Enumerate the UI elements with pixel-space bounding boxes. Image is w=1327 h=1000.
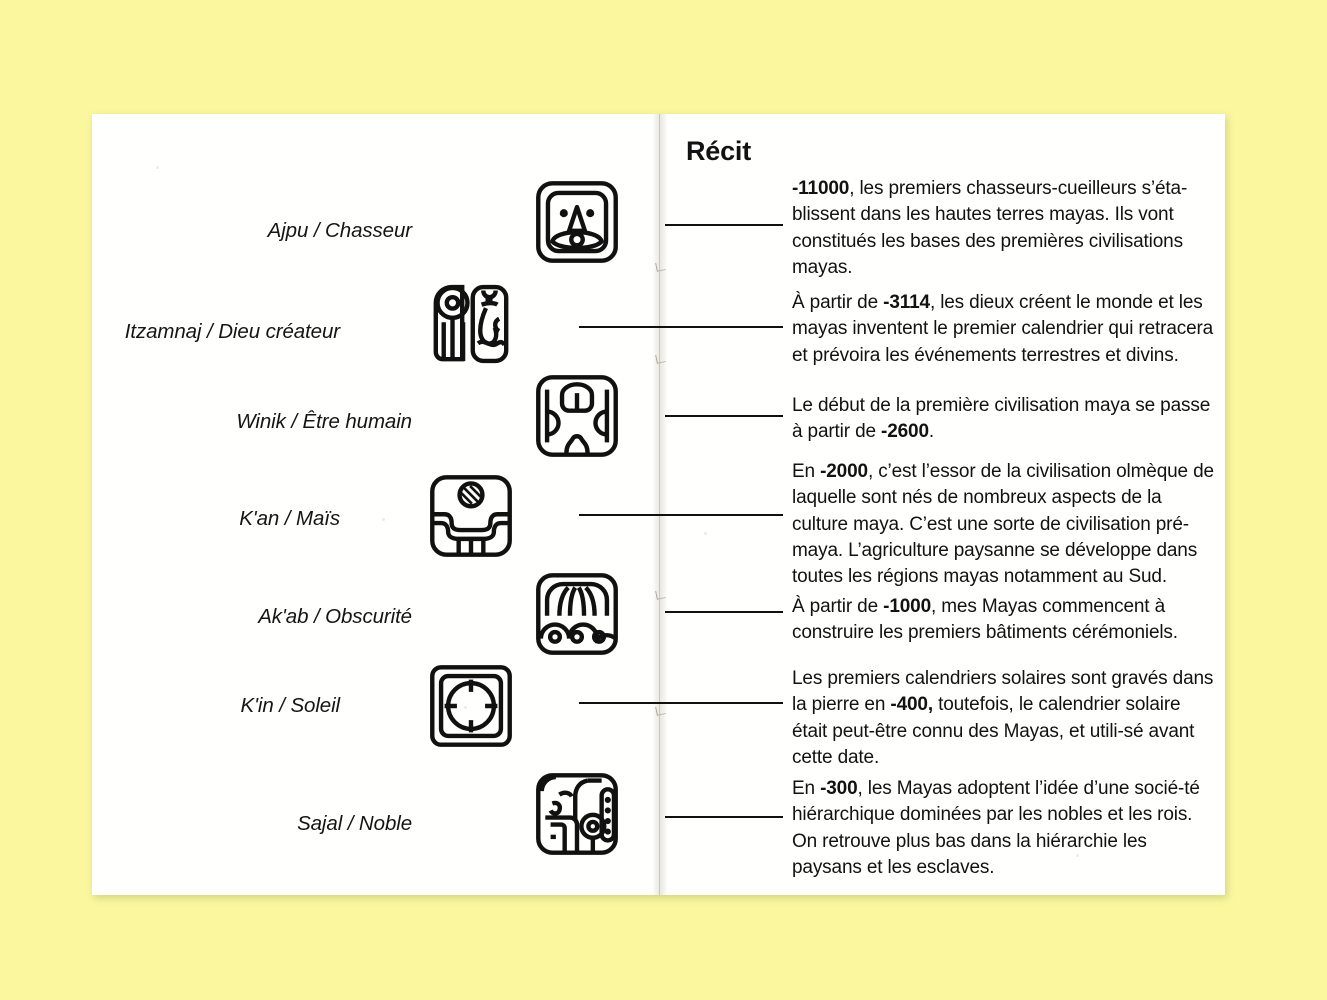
narrative-body: , c’est l’essor de la civilisation olmèque de laquelle sont nés de nombreux aspects de la culture maya. C’est une sorte de civilisation pré-maya. L’agriculture paysanne se développe dans toutes les régions mayas notamment au Sud. [792, 461, 1214, 588]
connector-line [665, 816, 783, 818]
date-emphasis: -2600 [881, 421, 929, 443]
narrative-lead: Les premiers calendriers solaires sont gravés dans la pierre en [792, 668, 1214, 716]
akab-darkness-glyph [533, 570, 621, 658]
connector-line [579, 326, 783, 328]
booklet-spread [92, 114, 1225, 895]
narrative-lead: À partir de [792, 596, 884, 617]
narrative-paragraph [792, 393, 1214, 446]
connector-line [579, 702, 783, 704]
connector-line [665, 224, 783, 226]
glyph-label: Winik / Être humain [236, 410, 412, 433]
connector-line [665, 415, 783, 417]
narrative-lead: En [792, 461, 821, 482]
narrative-paragraph [792, 776, 1214, 881]
narrative-paragraph [792, 176, 1214, 281]
glyph-label: K'in / Soleil [240, 694, 340, 717]
fold-crease-mark [655, 705, 666, 716]
paper-speck [382, 518, 385, 521]
kin-sun-glyph [427, 662, 515, 750]
narrative-body: , les Mayas adoptent l’idée d’une socié-té hiérarchique dominées par les nobles et les rois. On retrouve plus bas dans la hiérarchie les paysans et les esclaves. [792, 778, 1200, 878]
narrative-paragraph [792, 594, 1214, 647]
sajal-noble-glyph [533, 770, 621, 858]
narrative-body: , les dieux créent le monde et les mayas inventent le premier calendrier qui retracera et prévoira les événements terrestres et divins. [792, 292, 1214, 366]
kan-maize-glyph [427, 472, 515, 560]
date-emphasis: -300 [820, 778, 858, 799]
connector-line [579, 514, 783, 516]
paper-speck [704, 532, 707, 535]
fold-crease-mark [655, 589, 666, 600]
narrative-body: , les premiers chasseurs-cueilleurs s’éta-blissent dans les hautes terres mayas. Ils vont constitués les bases des premières civilisations mayas. [792, 178, 1188, 278]
winik-human-being-glyph [533, 372, 621, 460]
date-emphasis: -3114 [883, 292, 930, 313]
narrative-lead: Le début de la première civilisation maya se passe à partir de [792, 395, 1211, 443]
date-emphasis: -1000 [883, 596, 931, 617]
page-fold-shadow [652, 114, 668, 895]
narrative-body: , mes Mayas commencent à construire les premiers bâtiments cérémoniels. [792, 596, 1178, 644]
glyph-label: Ajpu / Chasseur [267, 219, 412, 242]
narrative-paragraph [792, 459, 1214, 590]
paper-speck [156, 166, 159, 169]
itzamnaj-creator-god-glyph [427, 280, 515, 368]
page-title: Récit [686, 136, 752, 166]
narrative-lead: En [792, 778, 821, 799]
fold-crease-mark [655, 261, 666, 272]
ajpu-hunter-glyph [533, 178, 621, 266]
narrative-paragraph [792, 290, 1214, 369]
narrative-lead: À partir de [792, 292, 884, 313]
narrative-paragraph [792, 666, 1214, 771]
date-emphasis: -2000 [820, 461, 868, 482]
date-emphasis: -11000 [792, 178, 850, 199]
fold-crease-mark [655, 353, 666, 364]
glyph-label: Itzamnaj / Dieu créateur [124, 320, 340, 343]
narrative-body: toutefois, le calendrier solaire était peut-être connu des Mayas, et utili-sé avant cette date. [792, 694, 1195, 768]
page-fold-line [659, 114, 660, 895]
glyph-label: Ak'ab / Obscurité [258, 605, 412, 628]
date-emphasis: -400, [890, 694, 933, 716]
glyph-label: K'an / Maïs [239, 507, 340, 530]
glyph-label: Sajal / Noble [297, 812, 412, 835]
connector-line [665, 611, 783, 613]
narrative-body: . [928, 421, 935, 443]
